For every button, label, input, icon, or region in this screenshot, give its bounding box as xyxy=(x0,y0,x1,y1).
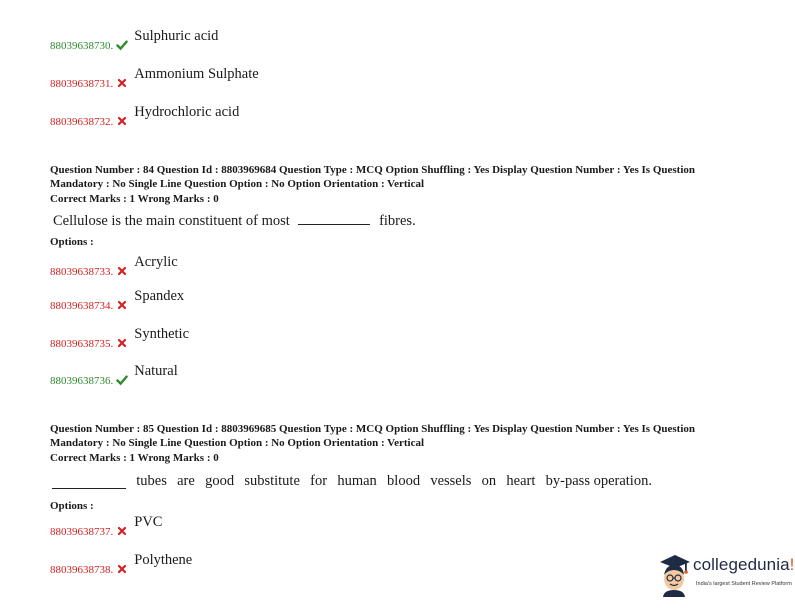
question-meta-line1: Question Number : 84 Question Id : 8803969684 Question Type : MCQ Option Shuffling : Yes Display Question Number : Yes Is Question xyxy=(50,164,695,176)
option-row xyxy=(50,552,193,576)
check-icon xyxy=(116,374,128,386)
option-id: 88039638734. xyxy=(50,300,114,312)
question-marks: Correct Marks : 1 Wrong Marks : 0 xyxy=(50,193,219,205)
logo-brand-suffix: ! xyxy=(789,555,795,574)
option-text: Ammonium Sulphate xyxy=(134,66,259,82)
question-meta-line1: Question Number : 85 Question Id : 8803969685 Question Type : MCQ Option Shuffling : Yes Display Question Number : Yes Is Question xyxy=(50,423,695,435)
question-word: substitute xyxy=(244,473,300,489)
option-row xyxy=(50,66,259,90)
cross-icon xyxy=(116,77,128,89)
question-word: are xyxy=(177,473,195,489)
option-id: 88039638735. xyxy=(50,338,114,350)
question-text xyxy=(53,212,416,229)
cross-icon xyxy=(116,265,128,277)
options-label: Options : xyxy=(50,500,94,512)
collegedunia-logo xyxy=(656,553,795,599)
cross-icon xyxy=(116,337,128,349)
option-id: 88039638736. xyxy=(50,375,114,387)
options-label: Options : xyxy=(50,236,94,248)
option-id: 88039638738. xyxy=(50,564,114,576)
option-row xyxy=(50,28,219,52)
question-header xyxy=(50,164,750,207)
question-word: heart xyxy=(506,473,536,489)
option-text: PVC xyxy=(134,514,163,530)
question-word: for xyxy=(310,473,328,489)
option-text: Polythene xyxy=(134,552,193,568)
question-word: human xyxy=(337,473,377,489)
question-header xyxy=(50,423,750,466)
question-word: good xyxy=(205,473,235,489)
question-word: tubes xyxy=(136,473,167,489)
option-text: Sulphuric acid xyxy=(134,28,219,44)
option-id: 88039638731. xyxy=(50,78,114,90)
option-id: 88039638730. xyxy=(50,40,114,52)
question-word: by-pass operation. xyxy=(545,473,652,489)
question-word: vessels xyxy=(430,473,472,489)
question-marks: Correct Marks : 1 Wrong Marks : 0 xyxy=(50,452,219,464)
question-text-after: fibres. xyxy=(379,213,416,229)
cross-icon xyxy=(116,299,128,311)
option-row xyxy=(50,104,240,128)
check-icon xyxy=(116,39,128,51)
option-text: Natural xyxy=(134,363,178,379)
option-id: 88039638737. xyxy=(50,526,114,538)
logo-wordmark xyxy=(693,555,795,575)
logo-tagline: India's largest Student Review Platform xyxy=(696,581,792,587)
option-text: Spandex xyxy=(134,288,185,304)
answer-blank xyxy=(52,476,126,489)
question-text xyxy=(52,473,652,489)
option-row xyxy=(50,363,178,387)
answer-blank xyxy=(298,212,370,225)
option-row xyxy=(50,326,190,350)
question-meta-line2: Mandatory : No Single Line Question Option : No Option Orientation : Vertical xyxy=(50,436,425,449)
cross-icon xyxy=(116,115,128,127)
question-word: blood xyxy=(387,473,421,489)
option-text: Hydrochloric acid xyxy=(134,104,240,120)
option-text: Synthetic xyxy=(134,326,190,342)
option-text: Acrylic xyxy=(134,254,178,270)
cross-icon xyxy=(116,525,128,537)
graduate-mascot-icon xyxy=(656,553,692,597)
question-word: on xyxy=(481,473,497,489)
question-text-before: Cellulose is the main constituent of most xyxy=(53,213,290,229)
question-meta-line2: Mandatory : No Single Line Question Option : No Option Orientation : Vertical xyxy=(50,177,425,190)
option-id: 88039638733. xyxy=(50,266,114,278)
option-row xyxy=(50,254,178,278)
cross-icon xyxy=(116,563,128,575)
option-row xyxy=(50,288,185,312)
logo-brand: collegedunia xyxy=(693,555,790,574)
option-id: 88039638732. xyxy=(50,116,114,128)
option-row xyxy=(50,514,163,538)
